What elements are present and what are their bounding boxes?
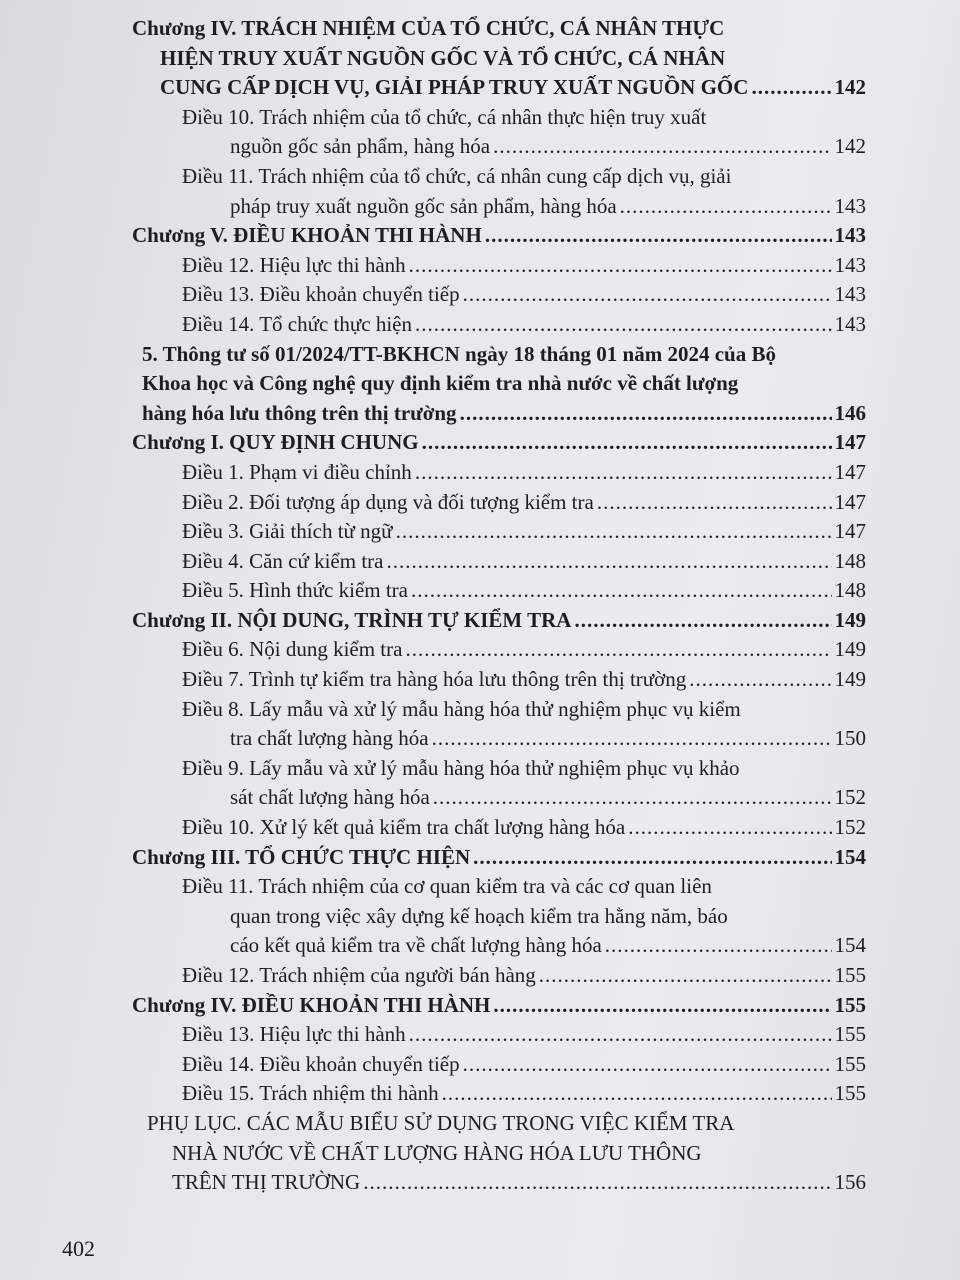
dot-leader — [628, 813, 831, 843]
toc-entry-title: Điều 6. Nội dung kiểm tra — [182, 637, 403, 662]
dot-leader — [411, 576, 832, 606]
toc-line — [230, 192, 866, 222]
toc-entry-title: Điều 4. Căn cứ kiểm tra — [182, 548, 384, 573]
toc-entry-title: NHÀ NƯỚC VỀ CHẤT LƯỢNG HÀNG HÓA LƯU THÔNG — [172, 1140, 702, 1165]
toc-entry-chapter — [0, 606, 960, 636]
toc-page-number: 147 — [834, 430, 866, 455]
toc-page-number: 152 — [834, 815, 866, 840]
toc-entry-title: Điều 12. Hiệu lực thi hành — [182, 252, 406, 277]
toc-entry-title: Điều 15. Trách nhiệm thi hành — [182, 1081, 439, 1106]
toc-entry-title: Điều 5. Hình thức kiểm tra — [182, 578, 408, 603]
dot-leader — [485, 221, 832, 251]
toc-entry-title: Điều 8. Lấy mẫu và xử lý mẫu hàng hóa thử nghiệm phục vụ kiểm — [182, 696, 741, 721]
toc-entry-article — [0, 1050, 960, 1080]
toc-entry-title: TRÊN THỊ TRƯỜNG — [172, 1170, 361, 1195]
toc-entry-article — [0, 665, 960, 695]
toc-line — [182, 310, 866, 340]
toc-page-number: 142 — [834, 134, 866, 159]
toc-entry-article — [0, 813, 960, 843]
toc-line — [230, 132, 866, 162]
toc-line — [182, 813, 866, 843]
toc-entry-article — [0, 1079, 960, 1109]
toc-page-number: 143 — [834, 252, 866, 277]
toc-entry-title: Chương II. NỘI DUNG, TRÌNH TỰ KIỂM TRA — [132, 607, 572, 632]
toc-line — [172, 1139, 826, 1169]
toc-entry-title: Khoa học và Công nghệ quy định kiểm tra nhà nước về chất lượng — [142, 371, 739, 396]
toc-entry-article — [0, 517, 960, 547]
toc-entry-title: Chương I. QUY ĐỊNH CHUNG — [132, 430, 419, 455]
table-of-contents — [0, 14, 960, 1198]
toc-page-number: 143 — [834, 193, 866, 218]
toc-page-number: 147 — [834, 519, 866, 544]
toc-page-number: 154 — [834, 933, 866, 958]
toc-entry-title: nguồn gốc sản phẩm, hàng hóa — [230, 134, 491, 159]
dot-leader — [463, 1050, 832, 1080]
toc-line — [182, 695, 826, 725]
toc-entry-title: pháp truy xuất nguồn gốc sản phẩm, hàng hóa — [230, 193, 617, 218]
toc-entry-article — [0, 310, 960, 340]
toc-entry-title: quan trong việc xây dựng kế hoạch kiểm tra hằng năm, báo — [230, 903, 728, 928]
dot-leader — [605, 931, 832, 961]
toc-page-number: 149 — [834, 607, 866, 632]
toc-page-number: 150 — [834, 726, 866, 751]
toc-entry-chapter — [0, 14, 960, 103]
dot-leader — [460, 399, 832, 429]
toc-line — [142, 399, 866, 429]
dot-leader — [493, 991, 831, 1021]
toc-entry-title: Điều 2. Đối tượng áp dụng và đối tượng kiểm tra — [182, 489, 594, 514]
toc-page-number: 147 — [834, 459, 866, 484]
page-number: 402 — [62, 1236, 95, 1261]
toc-line — [160, 73, 866, 103]
dot-leader — [409, 1020, 832, 1050]
toc-line — [182, 251, 866, 281]
toc-line — [132, 428, 866, 458]
toc-line — [142, 340, 826, 370]
toc-entry-article — [0, 576, 960, 606]
toc-entry-document — [0, 340, 960, 429]
toc-page-number: 143 — [834, 282, 866, 307]
toc-entry-chapter — [0, 221, 960, 251]
toc-entry-title: Điều 11. Trách nhiệm của cơ quan kiểm tra và các cơ quan liên — [182, 874, 712, 899]
toc-entry-article — [0, 872, 960, 961]
toc-page-number: 155 — [834, 1022, 866, 1047]
toc-entry-title: CUNG CẤP DỊCH VỤ, GIẢI PHÁP TRUY XUẤT NGUỒN GỐC — [160, 75, 749, 100]
toc-line — [182, 576, 866, 606]
toc-entry-title: Điều 9. Lấy mẫu và xử lý mẫu hàng hóa thử nghiệm phục vụ khảo — [182, 755, 740, 780]
toc-entry-title: Điều 10. Xử lý kết quả kiểm tra chất lượng hàng hóa — [182, 815, 626, 840]
toc-page-number: 148 — [834, 548, 866, 573]
dot-leader — [415, 310, 832, 340]
dot-leader — [396, 517, 832, 547]
toc-entry-article — [0, 961, 960, 991]
toc-line — [230, 931, 866, 961]
toc-entry-title: Chương V. ĐIỀU KHOẢN THI HÀNH — [132, 223, 482, 248]
toc-entry-title: Chương III. TỔ CHỨC THỰC HIỆN — [132, 844, 471, 869]
toc-entry-title: Chương IV. TRÁCH NHIỆM CỦA TỔ CHỨC, CÁ NHÂN THỰC — [132, 16, 725, 40]
toc-entry-title: cáo kết quả kiểm tra về chất lượng hàng hóa — [230, 933, 602, 958]
toc-line — [182, 1050, 866, 1080]
toc-line — [132, 14, 826, 44]
toc-line — [182, 1020, 866, 1050]
toc-entry-title: Điều 14. Điều khoản chuyển tiếp — [182, 1051, 460, 1076]
toc-entry-title: Điều 3. Giải thích từ ngữ — [182, 519, 393, 544]
toc-entry-title: Điều 13. Hiệu lực thi hành — [182, 1022, 406, 1047]
toc-entry-article — [0, 458, 960, 488]
toc-entry-title: Điều 10. Trách nhiệm của tổ chức, cá nhân thực hiện truy xuất — [182, 104, 707, 129]
toc-page-number: 155 — [834, 1081, 866, 1106]
toc-entry-title: 5. Thông tư số 01/2024/TT-BKHCN ngày 18 tháng 01 năm 2024 của Bộ — [142, 341, 776, 366]
toc-entry-appendix — [0, 1109, 960, 1198]
toc-entry-article — [0, 635, 960, 665]
toc-entry-title: Chương IV. ĐIỀU KHOẢN THI HÀNH — [132, 992, 491, 1017]
toc-line — [182, 547, 866, 577]
toc-entry-article — [0, 754, 960, 813]
dot-leader — [597, 488, 832, 518]
toc-line — [182, 1079, 866, 1109]
dot-leader — [442, 1079, 832, 1109]
toc-line — [182, 103, 826, 133]
toc-entry-title: Điều 1. Phạm vi điều chỉnh — [182, 459, 412, 484]
toc-page-number: 149 — [834, 637, 866, 662]
toc-entry-title: sát chất lượng hàng hóa — [230, 785, 430, 810]
toc-entry-chapter — [0, 843, 960, 873]
toc-entry-title: Điều 13. Điều khoản chuyển tiếp — [182, 282, 460, 307]
toc-line — [142, 369, 826, 399]
toc-line — [172, 1168, 866, 1198]
dot-leader — [751, 73, 831, 103]
toc-entry-title: PHỤ LỤC. CÁC MẪU BIỂU SỬ DỤNG TRONG VIỆC KIỂM TRA — [147, 1110, 735, 1135]
toc-line — [132, 843, 866, 873]
toc-line — [182, 665, 866, 695]
toc-page-number: 146 — [834, 400, 866, 425]
toc-page-number: 155 — [834, 963, 866, 987]
toc-entry-article — [0, 162, 960, 221]
dot-leader — [405, 635, 831, 665]
toc-line — [182, 961, 866, 991]
dot-leader — [422, 428, 832, 458]
toc-page-number: 155 — [834, 992, 866, 1017]
dot-leader — [409, 251, 832, 281]
toc-line — [132, 221, 866, 251]
toc-line — [132, 606, 866, 636]
dot-leader — [539, 961, 832, 991]
toc-line — [132, 991, 866, 1021]
dot-leader — [493, 132, 831, 162]
toc-entry-title: Điều 12. Trách nhiệm của người bán hàng — [182, 963, 536, 987]
toc-line — [147, 1109, 826, 1139]
dot-leader — [574, 606, 831, 636]
toc-page-number: 152 — [834, 785, 866, 810]
toc-entry-article — [0, 695, 960, 754]
toc-line — [230, 724, 866, 754]
dot-leader — [415, 458, 832, 488]
toc-page-number: 154 — [834, 844, 866, 869]
toc-entry-article — [0, 488, 960, 518]
toc-page-number: 142 — [834, 75, 866, 100]
dot-leader — [473, 843, 831, 873]
toc-line — [230, 783, 866, 813]
toc-line — [182, 488, 866, 518]
toc-entry-chapter — [0, 428, 960, 458]
dot-leader — [689, 665, 831, 695]
toc-page-number: 143 — [834, 311, 866, 336]
toc-entry-title: hàng hóa lưu thông trên thị trường — [142, 400, 457, 425]
toc-entry-article — [0, 547, 960, 577]
dot-leader — [433, 783, 832, 813]
toc-entry-title: Điều 11. Trách nhiệm của tổ chức, cá nhân cung cấp dịch vụ, giải — [182, 163, 732, 188]
toc-line — [182, 162, 826, 192]
toc-entry-title: Điều 7. Trình tự kiểm tra hàng hóa lưu thông trên thị trường — [182, 667, 687, 692]
toc-line — [182, 458, 866, 488]
toc-line — [182, 872, 826, 902]
toc-entry-chapter — [0, 991, 960, 1021]
dot-leader — [387, 547, 832, 577]
toc-line — [182, 635, 866, 665]
dot-leader — [463, 280, 832, 310]
toc-page-number: 156 — [834, 1170, 866, 1195]
toc-entry-article — [0, 103, 960, 162]
toc-entry-article — [0, 1020, 960, 1050]
toc-line — [230, 902, 826, 932]
toc-page-number: 149 — [834, 667, 866, 692]
toc-line — [182, 754, 826, 784]
toc-page-number: 155 — [834, 1051, 866, 1076]
toc-entry-article — [0, 280, 960, 310]
dot-leader — [432, 724, 832, 754]
toc-page-number: 143 — [834, 223, 866, 248]
toc-line — [182, 280, 866, 310]
dot-leader — [620, 192, 832, 222]
toc-entry-article — [0, 251, 960, 281]
toc-entry-title: tra chất lượng hàng hóa — [230, 726, 429, 751]
toc-page-number: 148 — [834, 578, 866, 603]
toc-line — [182, 517, 866, 547]
toc-line — [160, 44, 826, 74]
toc-entry-title: HIỆN TRUY XUẤT NGUỒN GỐC VÀ TỔ CHỨC, CÁ NHÂN — [160, 45, 726, 70]
toc-page-number: 147 — [834, 489, 866, 514]
dot-leader — [363, 1168, 831, 1198]
toc-entry-title: Điều 14. Tổ chức thực hiện — [182, 311, 412, 336]
